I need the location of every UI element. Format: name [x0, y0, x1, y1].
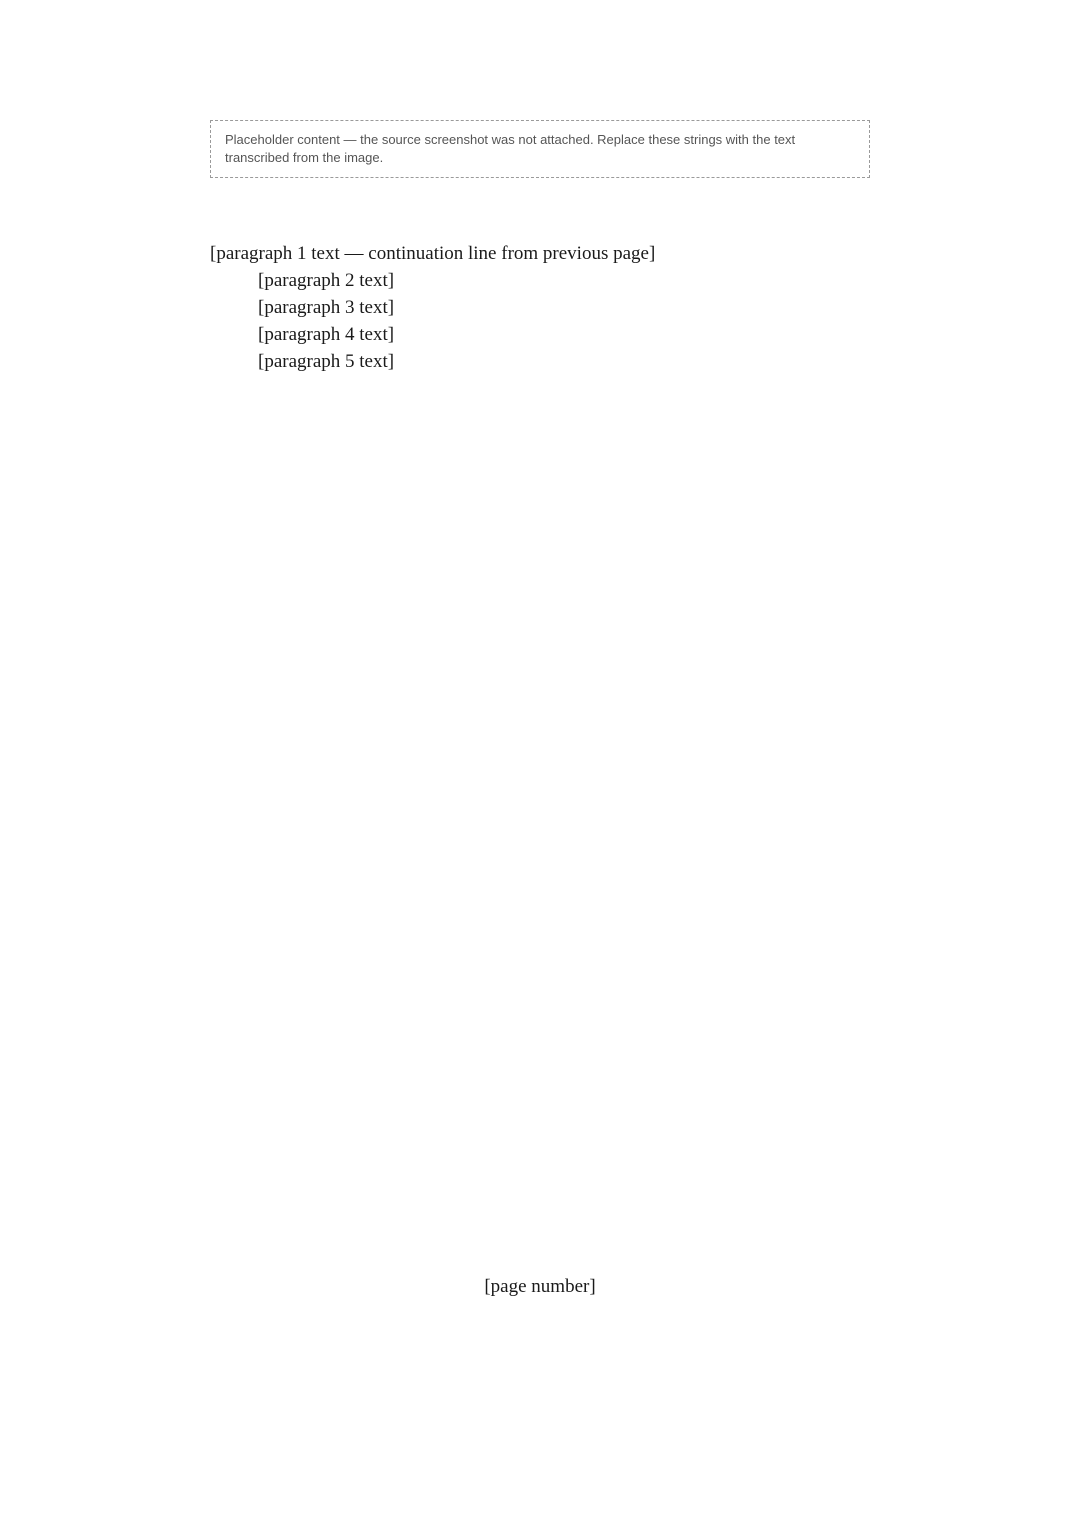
paragraph: [paragraph 5 text]	[258, 351, 395, 372]
paragraph: [paragraph 1 text — continuation line from previous page]	[210, 243, 656, 264]
paragraph: [paragraph 3 text]	[258, 297, 395, 318]
page-number: [page number]	[484, 1276, 596, 1297]
placeholder-notice: Placeholder content — the source screenshot was not attached. Replace these strings with the text transcribed from the image.	[210, 120, 870, 178]
paragraph: [paragraph 4 text]	[258, 324, 395, 345]
body-text	[210, 240, 870, 375]
paragraph: [paragraph 2 text]	[258, 270, 395, 291]
